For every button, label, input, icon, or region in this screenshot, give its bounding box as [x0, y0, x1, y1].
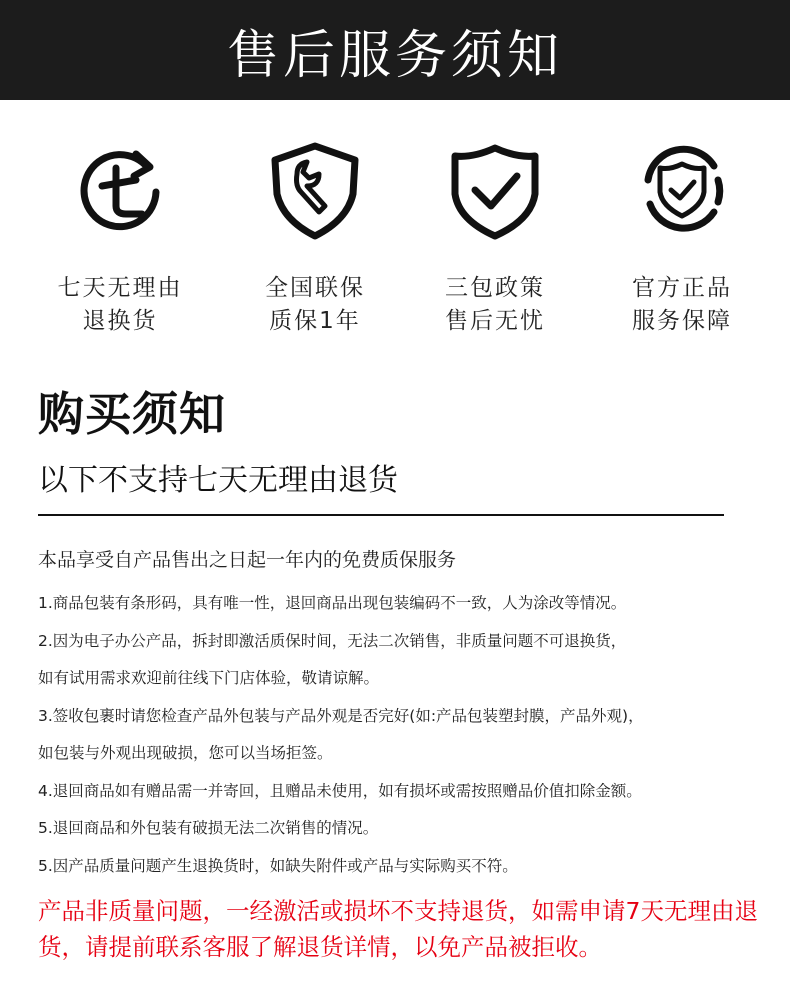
warranty-intro: 本品享受自产品售出之日起一年内的免费质保服务 — [38, 549, 457, 571]
rule-item: 3.签收包裹时请您检查产品外包装与产品外观是否完好(如:产品包装塑封膜，产品外观)， — [38, 706, 644, 725]
feature-title: 官方正品 — [632, 275, 732, 301]
return-notice: 产品非质量问题，一经激活或损坏不支持退货，如需申请7天无理由退货，请提前联系客服了解退货详情，以免产品被拒收。 — [38, 897, 758, 961]
seven-day-return-icon — [72, 140, 168, 240]
rule-item: 如有试用需求欢迎前往线下门店体验，敬请谅解。 — [38, 669, 380, 687]
header-banner — [0, 0, 790, 100]
rule-item: 4.退回商品如有赠品需一并寄回，且赠品未使用，如有损坏或需按照赠品价值扣除金额。 — [38, 781, 642, 800]
rule-item: 2.因为电子办公产品，拆封即激活质保时间，无法二次销售，非质量问题不可退换货， — [38, 631, 627, 650]
section-divider — [38, 514, 724, 516]
wrench-shield-icon — [267, 140, 363, 240]
rule-item: 5.因产品质量问题产生退换货时，如缺失附件或产品与实际购买不符。 — [38, 856, 518, 875]
feature-official-genuine — [592, 140, 772, 338]
feature-three-guarantees — [405, 140, 585, 338]
feature-title: 全国联保 — [265, 275, 365, 301]
rule-item: 如包装与外观出现破损，您可以当场拒签。 — [38, 744, 333, 762]
rule-item: 1.商品包装有条形码，具有唯一性，退回商品出现包装编码不一致，人为涂改等情况。 — [38, 594, 627, 612]
purchase-subheading: 以下不支持七天无理由退货 — [38, 463, 398, 498]
rules-list — [38, 590, 758, 890]
feature-title: 三包政策 — [445, 275, 545, 301]
feature-subtitle: 售后无忧 — [445, 308, 545, 334]
feature-subtitle: 质保1年 — [269, 308, 361, 334]
service-features — [0, 140, 790, 350]
purchase-heading: 购买须知 — [38, 387, 226, 441]
feature-seven-day-return — [30, 140, 210, 338]
genuine-shield-icon — [634, 140, 730, 240]
page-title: 售后服务须知 — [226, 25, 563, 86]
feature-subtitle: 服务保障 — [632, 308, 732, 334]
rule-item: 5.退回商品和外包装有破损无法二次销售的情况。 — [38, 819, 379, 837]
feature-subtitle: 退换货 — [82, 308, 158, 334]
feature-title: 七天无理由 — [57, 275, 183, 301]
check-shield-icon — [447, 140, 543, 240]
feature-national-warranty — [225, 140, 405, 338]
